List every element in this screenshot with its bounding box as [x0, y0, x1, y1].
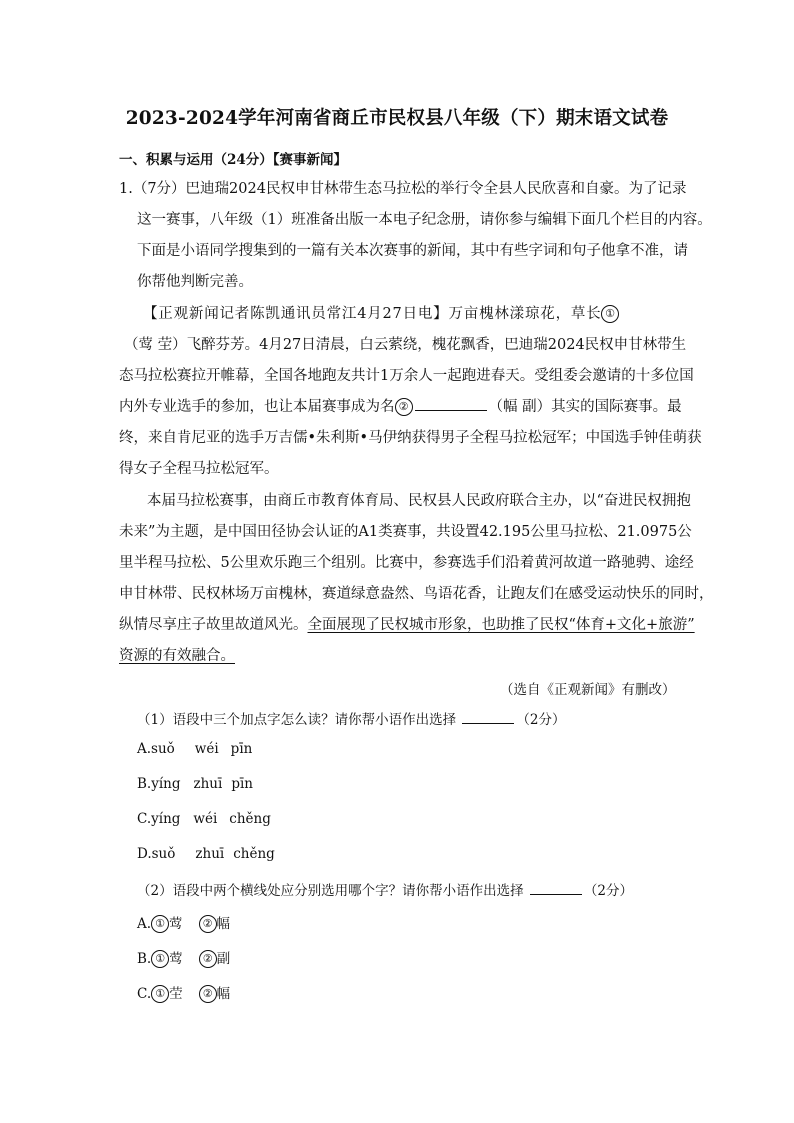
news-text: 纵情尽享庄子故里故道风光。	[119, 617, 308, 633]
news-paragraph-line: 得女子全程马拉松冠军。	[119, 461, 279, 477]
news-paragraph-line	[119, 395, 682, 416]
option-c[interactable]	[137, 811, 271, 827]
news-paragraph-line: （莺 茔）飞醉芬芳。4月27日清晨，白云萦绕，槐花飘香，巴迪瑞2024民权申甘林带生	[124, 337, 687, 353]
circled-number: ①	[151, 950, 169, 968]
option-char: 幅	[216, 986, 231, 1002]
section-heading: 一、积累与运用（24分）【赛事新闻】	[119, 152, 348, 168]
pinyin: chěng	[229, 811, 271, 827]
option-label: C.	[137, 986, 152, 1002]
circled-number: ①	[151, 985, 169, 1003]
option-b[interactable]	[137, 947, 230, 968]
sub-question-1	[137, 708, 565, 728]
news-paragraph-line: 终，来自肯尼亚的选手万吉儒•朱利斯•马伊纳获得男子全程马拉松冠军；中国选手钟佳萌获	[119, 430, 702, 446]
page-title: 2023-2024学年河南省商丘市民权县八年级（下）期末语文试卷	[125, 108, 669, 129]
answer-blank[interactable]	[530, 882, 582, 895]
pinyin: wéi	[193, 811, 218, 827]
sub-question-text: （1）语段中三个加点字怎么读？请你帮小语作出选择	[137, 712, 457, 728]
blank-marker-2: ②	[395, 398, 413, 416]
pinyin: pīn	[231, 776, 253, 792]
option-label: A.suǒ	[137, 741, 175, 757]
question-intro-line: 下面是小语同学搜集到的一篇有关本次赛事的新闻，其中有些字词和句子他拿不准，请	[137, 243, 688, 259]
circled-number: ①	[151, 915, 169, 933]
news-paragraph-line: 未来”为主题，是中国田径协会认证的A1类赛事，共设置42.195公里马拉松、21.0975公	[119, 524, 692, 540]
fill-in-blank[interactable]	[415, 396, 487, 411]
circled-number: ②	[199, 915, 217, 933]
option-char: 副	[216, 951, 231, 967]
score-label: （2分）	[583, 883, 633, 899]
news-text: 【正观新闻记者陈凯通讯员常江4月27日电】万亩槐林漾琼花，草长	[143, 306, 602, 322]
source-citation: （选自《正观新闻》有删改）	[500, 682, 676, 698]
news-text: （幅 副）其实的国际赛事。最	[488, 399, 682, 415]
option-label: B.yíng	[137, 776, 181, 792]
news-paragraph-line	[143, 302, 619, 323]
pinyin: zhuī	[195, 846, 225, 862]
option-c[interactable]	[137, 982, 230, 1003]
pinyin: chěng	[233, 846, 275, 862]
pinyin: pīn	[230, 741, 253, 757]
circled-number: ②	[199, 950, 217, 968]
option-label: C.yíng	[137, 811, 181, 827]
news-paragraph-line	[119, 613, 695, 634]
option-char: 莺	[169, 916, 183, 932]
news-paragraph-line: 申甘林带、民权林场万亩槐林，赛道绿意盎然、鸟语花香，让跑友们在感受运动快乐的同时，	[119, 586, 714, 602]
option-label: B.	[137, 951, 152, 967]
news-paragraph-line	[119, 644, 235, 665]
pinyin: zhuī	[193, 776, 223, 792]
option-d[interactable]	[137, 846, 275, 862]
option-label: A.	[137, 916, 152, 932]
option-char: 莺	[169, 951, 183, 967]
underlined-sentence: 全面展现了民权城市形象，也助推了民权“体育+文化+旅游”	[307, 617, 695, 633]
option-char: 茔	[169, 986, 183, 1002]
question-intro-line: 1.（7分）巴迪瑞2024民权申甘林带生态马拉松的举行令全县人民欣喜和自豪。为了记录	[119, 181, 687, 197]
question-intro-line: 你帮他判断完善。	[137, 274, 253, 290]
news-paragraph-line: 态马拉松赛拉开帷幕，全国各地跑友共计1万余人一起跑进春天。受组委会邀请的十多位国	[119, 368, 694, 384]
news-paragraph-line: 里半程马拉松、5公里欢乐跑三个组别。比赛中，参赛选手们沿着黄河故道一路驰骋、途经	[119, 555, 694, 571]
answer-blank[interactable]	[462, 711, 514, 724]
news-paragraph-line: 本届马拉松赛事，由商丘市教育体育局、民权县人民政府联合主办，以“奋进民权拥抱	[147, 493, 691, 509]
underlined-sentence: 资源的有效融合。	[119, 648, 235, 664]
news-text: 内外专业选手的参加，也让本届赛事成为名	[119, 399, 395, 415]
blank-marker-1: ①	[601, 305, 619, 323]
sub-question-2	[137, 879, 633, 899]
sub-question-text: （2）语段中两个横线处应分别选用哪个字？请你帮小语作出选择	[137, 883, 524, 899]
option-label: D.suǒ	[137, 846, 176, 862]
circled-number: ②	[199, 985, 217, 1003]
option-a[interactable]	[137, 741, 252, 757]
option-a[interactable]	[137, 912, 230, 933]
option-b[interactable]	[137, 776, 253, 792]
pinyin: wéi	[194, 741, 219, 757]
question-intro-line: 这一赛事，八年级（1）班准备出版一本电子纪念册，请你参与编辑下面几个栏目的内容。	[137, 212, 712, 228]
score-label: （2分）	[516, 712, 566, 728]
option-char: 幅	[216, 916, 231, 932]
